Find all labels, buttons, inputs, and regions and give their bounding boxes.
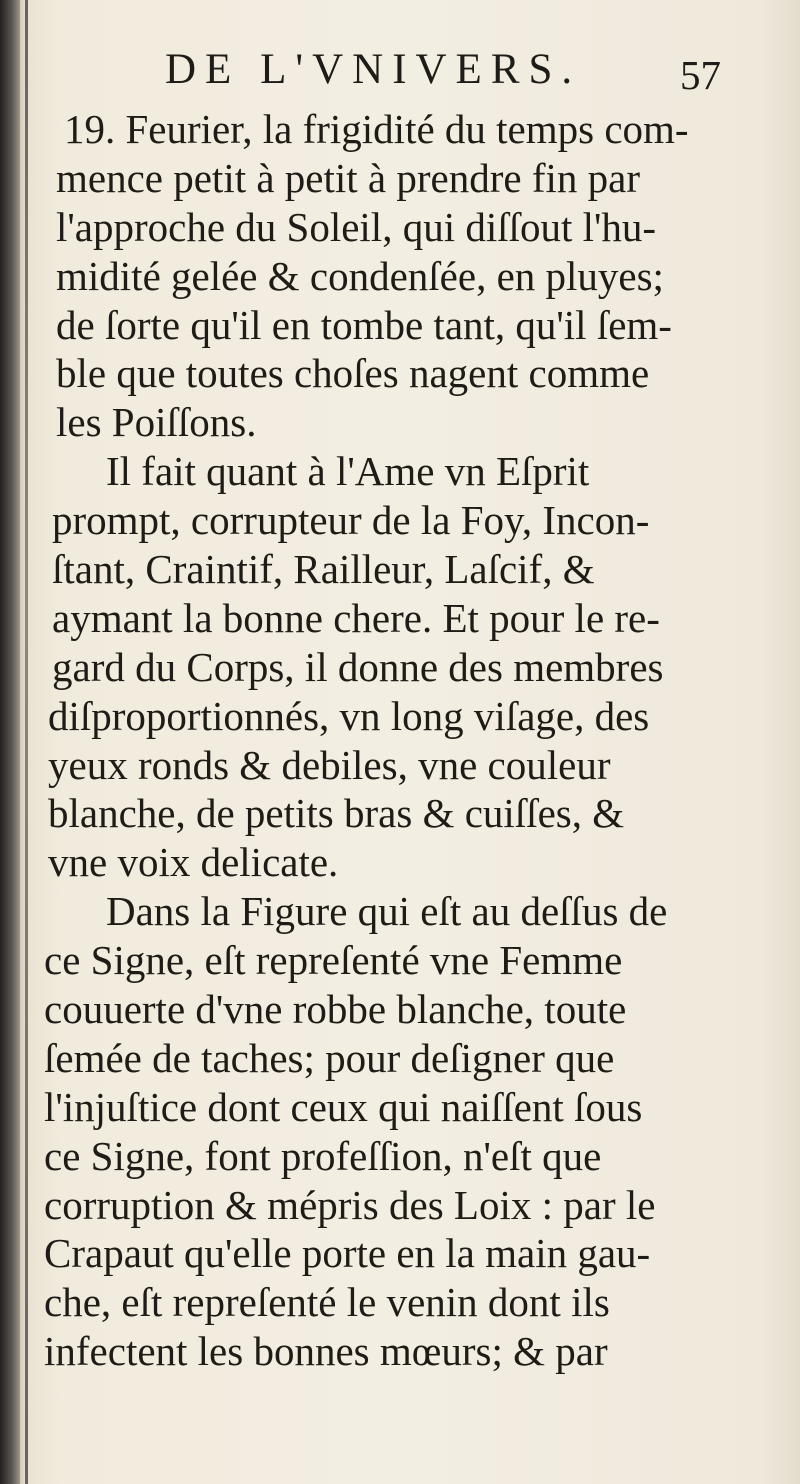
text-line: de ſorte qu'il en tombe tant, qu'il ſem- xyxy=(56,301,672,348)
text-line: ce Signe, eſt repreſenté vne Femme xyxy=(44,937,623,984)
text-line: midité gelée & condenſée, en pluyes; xyxy=(56,252,664,299)
text-line: l'approche du Soleil, qui diſſout l'hu- xyxy=(56,203,657,250)
page-number: 57 xyxy=(680,52,721,98)
text-line: ce Signe, font profeſſion, n'eſt que xyxy=(44,1132,602,1179)
text-line: couuerte d'vne robbe blanche, toute xyxy=(44,986,627,1033)
text-line: diſproportionnés, vn long viſage, des xyxy=(48,692,650,739)
text-line: ſemée de taches; pour deſigner que xyxy=(44,1034,615,1081)
text-line: Dans la Figure qui eſt au deſſus de xyxy=(106,888,668,935)
text-line: les Poiſſons. xyxy=(56,399,257,446)
text-line: corruption & mépris des Loix : par le xyxy=(44,1181,656,1228)
text-line: infectent les bonnes mœurs; & par xyxy=(44,1328,608,1375)
text-line: Il fait quant à l'Ame vn Eſprit xyxy=(106,448,590,495)
text-line: che, eſt repreſenté le venin dont ils xyxy=(44,1279,610,1326)
text-line: aymant la bonne chere. Et pour le re- xyxy=(52,594,660,641)
text-line: prompt, corrupteur de la Foy, Incon- xyxy=(52,497,650,544)
text-line: Crapaut qu'elle porte en la main gau- xyxy=(44,1230,651,1277)
body-text xyxy=(44,105,734,1376)
text-line: gard du Corps, il donne des membres xyxy=(52,643,664,690)
text-line: mence petit à petit à prendre fin par xyxy=(56,154,640,201)
page-header xyxy=(165,45,745,105)
text-line: ble que toutes choſes nagent comme xyxy=(56,350,650,397)
page-gutter-edge xyxy=(25,0,28,1484)
text-line: blanche, de petits bras & cuiſſes, & xyxy=(48,790,625,837)
text-line: l'injuſtice dont ceux qui naiſſent ſous xyxy=(44,1083,643,1130)
text-line: ſtant, Craintif, Railleur, Laſcif, & xyxy=(52,546,595,593)
text-line: 19. Feurier, la frigidité du temps com- xyxy=(64,106,689,152)
text-line: vne voix delicate. xyxy=(48,839,339,886)
text-line: yeux ronds & debiles, vne couleur xyxy=(48,741,611,788)
book-binding xyxy=(0,0,20,1484)
running-title: DE L'VNIVERS. xyxy=(165,46,582,93)
